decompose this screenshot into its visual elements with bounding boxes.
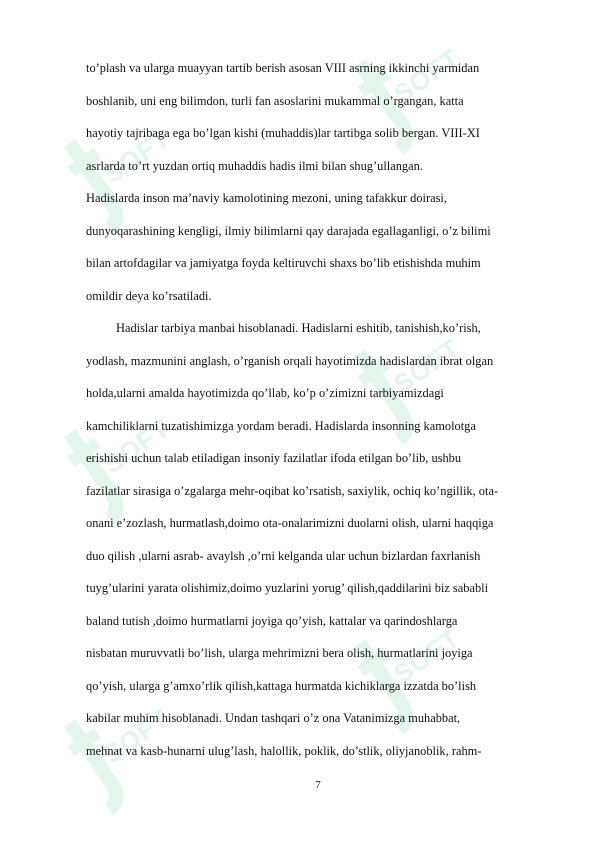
text-line: duo qilish ,ularni asrab- avaylsh ,o’rni kelganda ular uchun bizlardan faxrlanish	[86, 548, 481, 563]
text-line: kabilar muhim hisoblanadi. Undan tashqari o’z ona Vatanimizga muhabbat,	[86, 711, 461, 725]
watermark-text: SOFT	[388, 332, 466, 400]
text-line: omildir deya ko’rsatiladi.	[86, 288, 212, 303]
watermark-text: SOFT	[98, 702, 176, 770]
text-line: erishishi uchun talab etiladigan insoniy fazilatlar ifoda etilgan bo’lib, ushbu	[86, 451, 462, 465]
text-line: Hadislarda inson ma’naviy kamolotining mezoni, uning tafakkur doirasi,	[86, 191, 447, 205]
text-line: mehnat va kasb-hunarni ulug’lash, halollik, poklik, do’stlik, oliyjanoblik, rahm-	[86, 743, 482, 758]
text-line: tuyg’ularini yarata olishimiz,doimo yuzlarini yorug’ qilish,qaddilarini biz sababli	[86, 581, 489, 595]
watermark-text: SOFT	[388, 42, 466, 110]
text-line: nisbatan muruvvatli bo’lish, ularga mehrimizni bera olish, hurmatlarini joyiga	[86, 646, 473, 660]
text-line: kamchiliklarni tuzatishimizga yordam beradi. Hadislarda insonning kamolotga	[86, 418, 476, 433]
text-line: hayotiy tajribaga ega bo’lgan kishi (muhaddis)lar tartibga solib bergan. VIII-XI	[86, 126, 480, 140]
text-line: dunyoqarashining kengligi, ilmiy bilimlarni qay darajada egallaganligi, o’z bilimi	[86, 223, 491, 238]
watermark-text: SOFT	[98, 412, 176, 480]
page-number: 7	[315, 779, 321, 791]
text-line: boshlanib, uni eng bilimdon, turli fan asoslarini mukammal o’rgangan, katta	[86, 93, 464, 108]
text-line: to’plash va ularga muayyan tartib berish asosan VIII asrning ikkinchi yarmidan	[86, 61, 480, 75]
text-line: onani e’zozlash, hurmatlash,doimo ota-onalarimizni duolarni olish, ularni haqqiga	[86, 516, 494, 530]
text-line: qo’yish, ularga g’amxo’rlik qilish,kattaga hurmatda kichiklarga izzatda bo’lish	[86, 678, 477, 693]
text-line: baland tutish ,doimo hurmatlarni joyiga qo’yish, kattalar va qarindoshlarga	[86, 613, 458, 628]
watermark-text: SOFT	[98, 122, 176, 190]
text-line: asrlarda to’rt yuzdan ortiq muhaddis hadis ilmi bilan shug’ullangan.	[86, 158, 423, 173]
paragraph-start-line: Hadislar tarbiya manbai hisoblanadi. Hadislarni eshitib, tanishish,ko’rish,	[116, 321, 481, 335]
document-body	[86, 52, 556, 767]
text-line: holda,ularni amalda hayotimizda qo’llab, ko’p o’zimizni tarbiyamizdagi	[86, 386, 444, 400]
text-line: bilan artofdagilar va jamiyatga foyda keltiruvchi shaxs bo’lib etishishda muhim	[86, 256, 481, 270]
text-line: yodlash, mazmunini anglash, o’rganish orqali hayotimizda hadislardan ibrat olgan	[86, 353, 494, 368]
watermark-text: SOFT	[388, 622, 466, 690]
text-line: fazilatlar sirasiga o’zgalarga mehr-oqibat ko’rsatish, saxiylik, ochiq ko’ngillik, ota-	[86, 483, 499, 498]
